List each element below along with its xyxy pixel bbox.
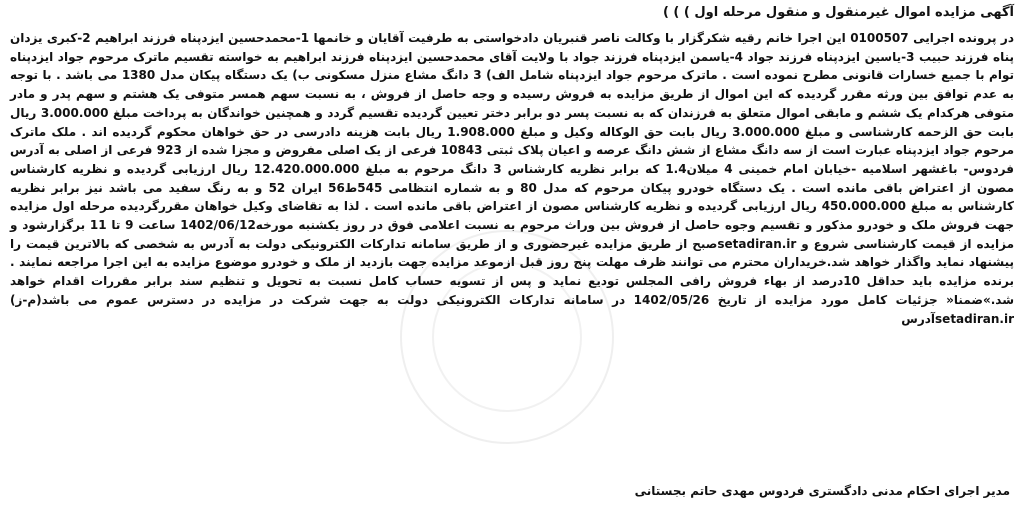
notice-body: در پرونده اجرایی 0100507 این اجرا خانم رقیه شکرگزار با وکالت ناصر قنبریان دادخواستی به طرفیت آقایان و خانمها 1-محمدحسین ایزدپناه فرزند ابراهیم 2-کبری یزدان پناه فرزند حبیب 3-یاسین ایزدپناه فرزند جواد 4-یاسمن ایزدپناه فرزند جواد با ولایت آقای محمدحسین ایزدپناه فرزند ابراهیم به خواسته تقسیم ماترک مرحوم جواد ایزدپناه توام با جمیع خسارات قانونی مطرح نموده است . ماترک مرحوم جواد ایزدپناه شامل الف) 3 دانگ مشاع منزل مسکونی ب) یک دستگاه پیکان مدل 1380 می باشد . با توجه به عدم توافق بین ورثه مقرر گردیده که این اموال از طریق مزایده به فروش رسیده و وجه حاصل از فروش ، به نسبت سهم همسر متوفی یک هشتم و سهم پدر و مادر متوفی هرکدام یک ششم و مابقی اموال متعلق به فرزندان که به نسبت پسر دو برابر دختر تعیین گردیده تقسیم گردد و همچنین خواندگان به پرداخت مبلغ 3.000.000 ریال بابت حق الزحمه کارشناسی و مبلغ 3.000.000 ریال بابت حق الوکاله وکیل و مبلغ 1.908.000 ریال بابت هزینه دادرسی در حق خواهان محکوم گردیده اند . ملک ماترک مرحوم جواد ایزدپناه عبارت است از سه دانگ مشاع از شش دانگ عرصه و اعیان پلاک ثبتی 10843 فرعی از یک اصلی مفروض و مجزا شده از 923 فرعی از اصلی به آدرس فردوس- باغشهر اسلامیه -خیابان امام خمینی 4 میلان1.4 که برابر نظریه کارشناس 3 دانگ مرحوم به مبلغ 12.420.000.000 ریال ارزیابی گردیده و نظریه کارشناس مصون از اعتراض باقی مانده است . یک دستگاه خودرو پیکان مرحوم که مدل 80 و به شماره انتظامی 545ط56 ایران 52 و به رنگ سفید می باشد نیز برابر نظریه کارشناس به مبلغ 450.000.000 ریال ارزیابی گردیده و نظریه کارشناس مصون از اعتراض باقی مانده است . لذا به تقاضای وکیل خواهان مقررگردیده مرحله اول مزایده جهت فروش ملک و خودرو مذکور و تقسیم وجوه حاصل از فروش بین وراث مرحوم به نسبت اعلامی فوق در روز یکشنبه مورخه1402/06/12 ساعت 9 تا 11 برگزارشود و مزایده از قیمت کارشناسی شروع و setadiran.irصبح از طریق مزایده غیرحضوری و از طریق سامانه تدارکات الکترونیکی دولت به آدرس به شخصی که بالاترین قیمت را پیشنهاد نماید واگذار خواهد شد.خریداران محترم می توانند ظرف مهلت پنج روز قبل ازموعد مزایده جهت بازدید از ملک و خودرو موضوع مزایده به این اجرا مراجعه نمایند . برنده مزایده باید حداقل 10درصد از بهاء فروش رافی المجلس تودیع نماید و پس از تسویه حساب کامل نسبت به تحویل و تنظیم سند برابر مقررات اقدام خواهد شد.»ضمنا« جزئیات کامل مورد مزایده از تاریخ 1402/05/26 در سامانه تدارکات الکترونیکی دولت به جهت شرکت در مزایده در دسترس عموم می باشد(م-ز) setadiran.irآدرس (10, 31, 1015, 326)
notice-block (10, 4, 1014, 328)
notice-title: آگهی مزایده اموال غیرمنقول و منقول مرحله اول ) ) ) (662, 5, 1014, 20)
notice-signature: مدیر اجرای احکام مدنی دادگستری فردوس مهدی حاتم بجستانی (634, 484, 1010, 498)
